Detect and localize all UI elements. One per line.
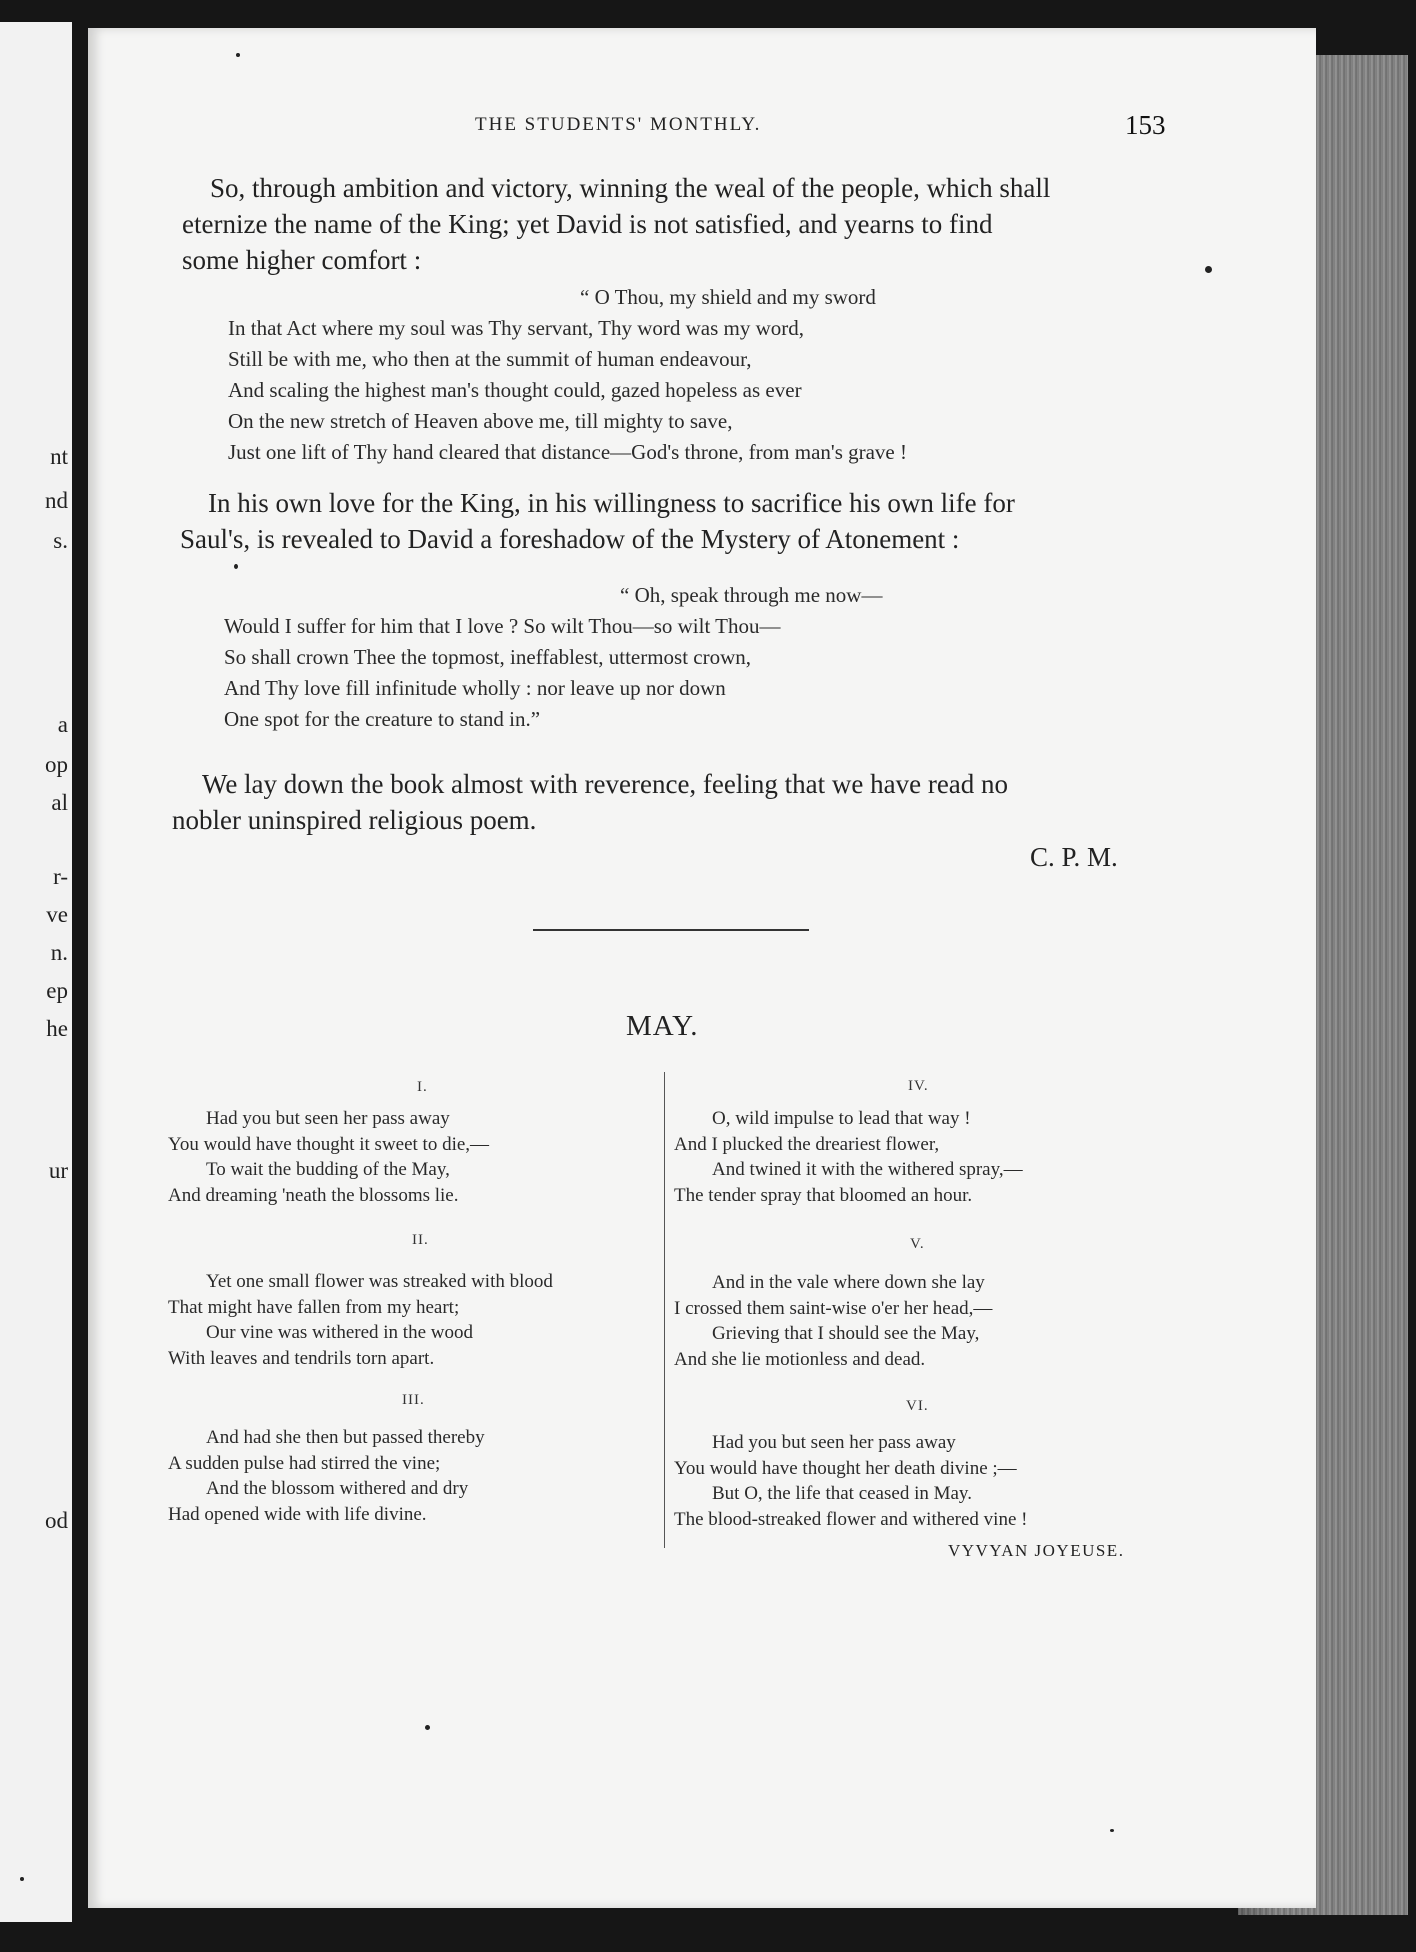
text-line: nobler uninspired religious poem. [172,805,537,835]
verse-line: And had she then but passed thereby [206,1427,485,1448]
paragraph-atonement [180,485,1015,557]
text-line: So, through ambition and victory, winning the weal of the people, which shall [210,173,1051,203]
verse-line: O, wild impulse to lead that way ! [712,1108,971,1129]
facing-text-fragment: op [45,752,68,777]
verse-line: You would have thought her death divine ;— [674,1457,1017,1479]
verse-line: And I plucked the dreariest flower, [674,1133,940,1155]
stanza-number: I. [417,1079,428,1095]
facing-text-fragment: nd [45,488,68,513]
text-line: Saul's, is revealed to David a foreshadow of the Mystery of Atonement : [180,524,960,554]
ink-speck [1205,266,1212,273]
running-title: THE STUDENTS' MONTHLY. [475,114,762,135]
paragraph-conclusion [172,766,1008,838]
ink-speck [234,564,238,569]
verse-line: To wait the budding of the May, [206,1159,450,1180]
text-line: eternize the name of the King; yet David is not satisfied, and yearns to find [182,209,993,239]
stanza-number: III. [402,1392,425,1408]
facing-text-fragment: s. [53,528,68,553]
verse-line: Would I suffer for him that I love ? So wilt Thou—so wilt Thou— [224,614,781,638]
verse-line: Had opened wide with life divine. [168,1503,427,1525]
verse-quotation-1 [228,282,907,468]
facing-text-fragment: od [45,1508,68,1533]
stanza-number: II. [412,1232,429,1248]
verse-line: Still be with me, who then at the summit of human endeavour, [228,347,752,371]
facing-text-fragment: al [51,790,68,815]
facing-text-fragment: he [46,1016,68,1041]
verse-line: And dreaming 'neath the blossoms lie. [168,1184,459,1206]
stanza-2 [168,1269,553,1371]
stanza-number: IV. [908,1078,929,1094]
verse-line: The tender spray that bloomed an hour. [674,1184,973,1206]
verse-line: Our vine was withered in the wood [206,1322,473,1343]
stanza-1 [168,1106,489,1208]
text-line: In his own love for the King, in his willingness to sacrifice his own life for [208,488,1015,518]
verse-line: And Thy love fill infinitude wholly : nor leave up nor down [224,676,726,700]
verse-line: And scaling the highest man's thought could, gazed hopeless as ever [228,378,802,402]
stanza-3 [168,1425,485,1527]
verse-line: You would have thought it sweet to die,— [168,1133,490,1155]
facing-text-fragment: nt [50,444,68,469]
facing-text-fragment: n. [50,940,68,965]
verse-line: On the new stretch of Heaven above me, till mighty to save, [228,409,733,433]
verse-line: So shall crown Thee the topmost, ineffablest, uttermost crown, [224,645,752,669]
review-signature: C. P. M. [1030,842,1118,872]
verse-line: Grieving that I should see the May, [712,1323,980,1344]
paragraph-ambition [182,170,1050,278]
verse-line: A sudden pulse had stirred the vine; [168,1452,441,1474]
verse-quotation-2 [224,580,882,735]
facing-page [0,22,72,1922]
verse-line: One spot for the creature to stand in.” [224,707,541,731]
verse-line: “ Oh, speak through me now— [620,583,883,607]
verse-line: Yet one small flower was streaked with blood [206,1271,553,1292]
stanza-6 [674,1430,1027,1532]
verse-line: I crossed them saint-wise o'er her head,— [674,1297,993,1319]
verse-line: And the blossom withered and dry [206,1478,469,1499]
verse-line: Had you but seen her pass away [206,1108,450,1129]
facing-text-fragment: ve [46,902,68,927]
stanza-5 [674,1270,992,1372]
stanza-number: VI. [906,1398,929,1414]
facing-text-fragment: ur [48,1158,68,1183]
ink-speck [1110,1829,1114,1832]
poem-author: VYVYAN JOYEUSE. [948,1541,1125,1560]
facing-text-fragment: r- [53,864,68,889]
ink-speck [236,53,240,57]
section-divider [533,929,809,931]
verse-line: In that Act where my soul was Thy servant, Thy word was my word, [228,316,805,340]
verse-line: But O, the life that ceased in May. [712,1483,972,1504]
verse-line: Just one lift of Thy hand cleared that distance—God's throne, from man's grave ! [228,440,907,464]
verse-line: The blood-streaked flower and withered vine ! [674,1508,1028,1530]
facing-text-fragment: a [57,712,68,737]
verse-line: Had you but seen her pass away [712,1432,956,1453]
page-number: 153 [1125,110,1166,140]
poem-title: MAY. [626,1010,699,1042]
verse-line: And she lie motionless and dead. [674,1348,926,1370]
verse-line: That might have fallen from my heart; [168,1296,460,1318]
ink-speck [20,1877,24,1881]
ink-speck [425,1725,430,1730]
verse-line: “ O Thou, my shield and my sword [580,285,876,309]
facing-text-fragment: ep [46,978,68,1003]
stanza-4 [674,1106,1023,1208]
text-line: some higher comfort : [182,245,422,275]
verse-line: With leaves and tendrils torn apart. [168,1347,435,1369]
text-line: We lay down the book almost with reverence, feeling that we have read no [202,769,1009,799]
verse-line: And in the vale where down she lay [712,1272,985,1293]
column-divider [664,1072,665,1548]
stanza-number: V. [910,1236,925,1252]
verse-line: And twined it with the withered spray,— [712,1159,1023,1180]
